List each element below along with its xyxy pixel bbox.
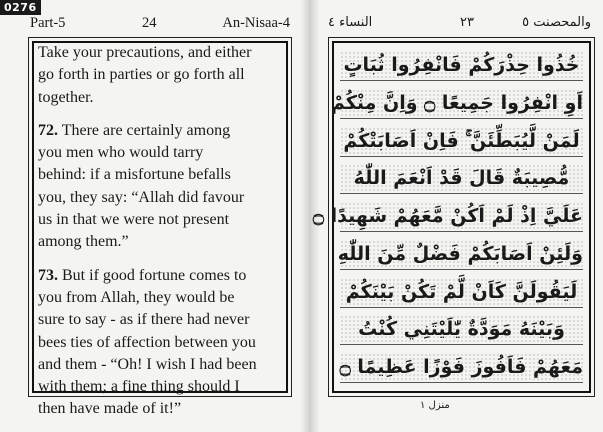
verse-73 — [38, 265, 283, 421]
right-page — [312, 0, 603, 432]
text-line: with them; a fine thing should I — [38, 378, 240, 396]
text-line: Take your precautions, and either — [38, 44, 252, 61]
text-line: bees ties of affection between you — [38, 333, 256, 351]
part-label: Part-5 — [30, 15, 66, 31]
verse-number: 73. — [38, 266, 58, 284]
arabic-line: مُّصِيبَةٌ قَالَ قَدْ اَنْعَمَ اللّٰهُ — [340, 164, 583, 194]
text-line: then have made of it!” — [38, 400, 182, 418]
arabic-line: لَيَقُولَنَّ كَاَنْ لَّمْ تَكُنْ بَيْنَكُمْ — [340, 278, 583, 308]
left-page — [0, 0, 300, 432]
right-page-header — [320, 15, 603, 35]
arabic-text-block — [312, 41, 591, 393]
surah-label: An-Nisaa-4 — [222, 15, 290, 31]
translation-text — [38, 42, 283, 418]
manzil-footer: منزل ١ — [420, 400, 450, 411]
verse-number: 72. — [38, 121, 58, 139]
text-line: us in that we were not present — [38, 211, 230, 229]
text-line: together. — [38, 88, 94, 106]
verse-72 — [38, 120, 283, 254]
paragraph-continuation — [38, 42, 283, 109]
juz-label: والمحصنت ٥ — [522, 15, 591, 30]
right-page-border — [312, 37, 595, 397]
arabic-line: لَمَنْ لَّيُبَطِّئَنَّ ۚ فَاِنْ اَصَابَتْكُمْ — [340, 127, 583, 157]
text-line: behind: if a misfortune befalls — [38, 166, 231, 184]
text-line: sure to say - as if there had never — [38, 311, 250, 329]
text-line: you men who would tarry — [38, 144, 204, 162]
text-line: and them - “Oh! I wish I had been — [38, 355, 257, 373]
arabic-line: مَعَهُمْ فَاَفُوزَ فَوْزًا عَظِيمًا ۝ — [340, 353, 583, 383]
text-line: you from Allah, they would be — [38, 288, 235, 306]
left-page-header — [30, 15, 290, 35]
arabic-line: وَلَئِنْ اَصَابَكُمْ فَضْلٌ مِّنَ اللّٰهِ — [340, 240, 583, 270]
arabic-page-number: ٢٣ — [460, 15, 474, 30]
arabic-line: اَوِ انْفِرُوا جَمِيعًا ۝ وَاِنَّ مِنْكُمْ — [340, 89, 583, 119]
text-line: among them.” — [38, 233, 129, 251]
arabic-line: خُذُوا حِذْرَكُمْ فَانْفِرُوا ثُبَاتٍ — [340, 51, 583, 81]
arabic-surah-label: النساء ٤ — [328, 15, 373, 30]
text-line: go forth in parties or go forth all — [38, 66, 245, 84]
text-line: you, they say: “Allah did favour — [38, 188, 245, 206]
page-number: 24 — [142, 15, 157, 31]
text-line: There are certainly among — [58, 121, 231, 139]
arabic-line: وَبَيْنَهُ مَوَدَّةٌ يّٰلَيْتَنِي كُنْتُ — [340, 315, 583, 345]
text-line: But if good fortune comes to — [58, 266, 247, 284]
scan-id-label: 0276 — [0, 0, 41, 15]
arabic-line: عَلَيَّ اِذْ لَمْ اَكُنْ مَّعَهُمْ شَهِيدًا ۝ — [340, 202, 583, 232]
